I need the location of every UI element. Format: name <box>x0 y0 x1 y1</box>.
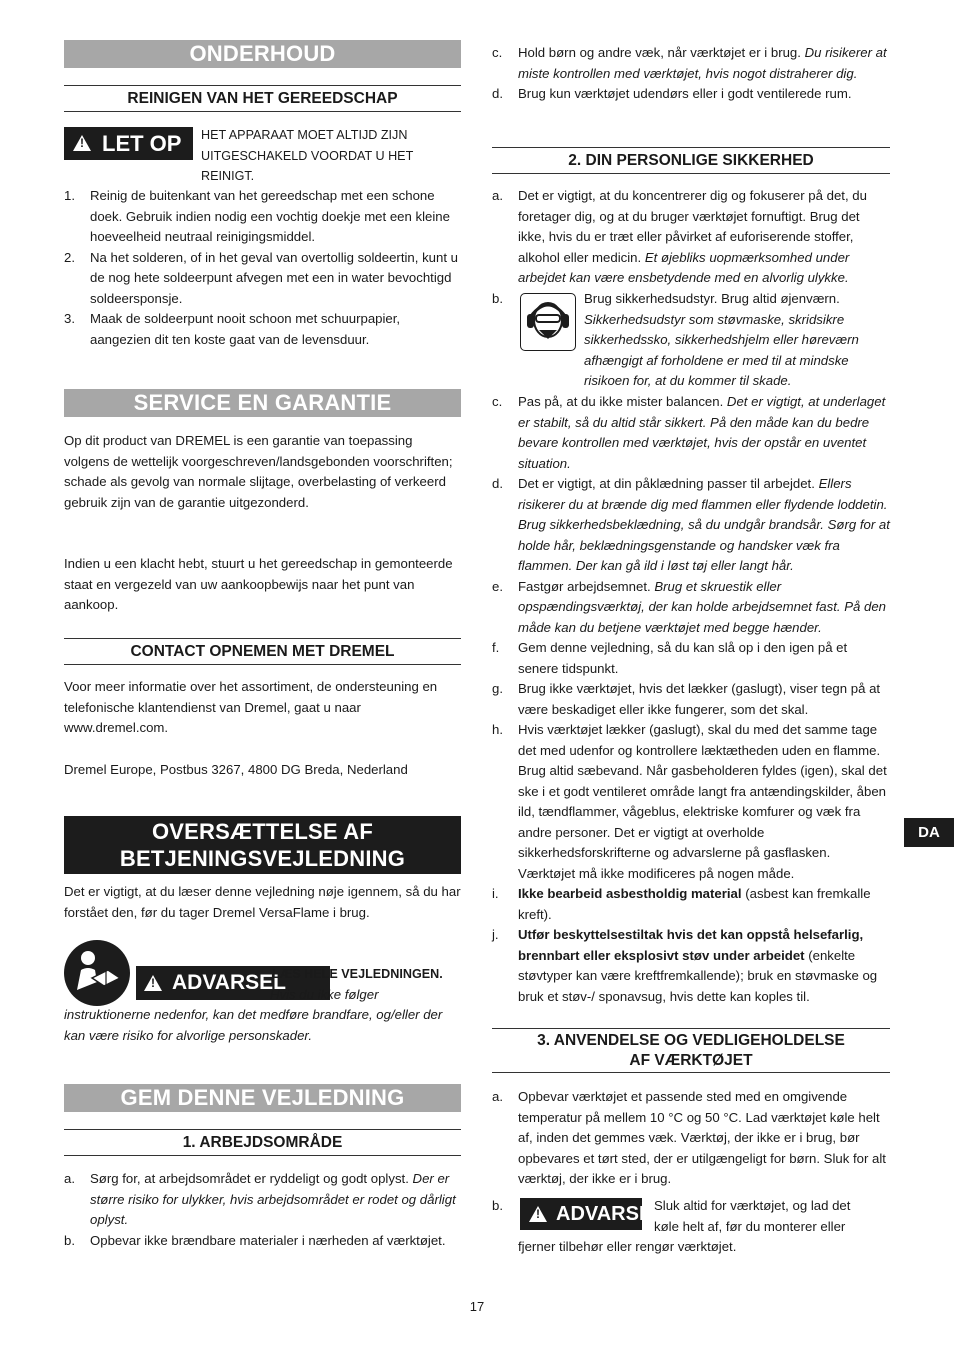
warning-triangle-icon <box>144 975 162 991</box>
list-marker: a. <box>492 1089 503 1104</box>
list-item <box>64 186 461 248</box>
list-text: Na het solderen, of in het geval van overtollig soldeertin, kunt u de nog hete soldeerpunt afvegen met een in water bevochtigd soldeersponsje. <box>90 249 459 306</box>
translation-title-line-2: BETJENINGSVEJLEDNING <box>119 846 406 871</box>
list-marker: b. <box>492 1198 503 1213</box>
list-text: Brug ikke værktøjet, hvis det lækker (gaslugt), viser tegn på at være beskadiget eller ikke fungerer, som det skal. <box>518 681 881 717</box>
list-marker: c. <box>492 45 503 60</box>
list-marker: f. <box>492 640 500 655</box>
page-number: 17 <box>469 1299 485 1314</box>
list-text-bold: Utfør beskyttelsestiltak hvis det kan oppstå helsefarlig, brennbart eller eksplosivt støv under arbeidet <box>518 927 864 963</box>
list-text: Hvis værktøjet lækker (gaslugt), skal du med det samme tage det med udenfor og kontrollere læktætheden uden en flamme. Brug altid sæbevand. Når gasbeholderen fyldes (igen), skal det ske i et godt ventileret område langt fra antændingskilder, åben ild, tændflammer, vågeblus, elektriske komfurer og væk fra andre personer. Det er vigtigt at overholde sikkerhedsforskrifterne og advarslerne på gasflasken. Værktøjet må ikke modificeres på nogen måde. <box>518 722 887 881</box>
list-text-italic: Sikkerhedsudstyr som støvmaske, skridsikre sikkerhedssko, sikkerhedshjelm eller høreværn afhængigt af forholdene er med til at mindske risikoen for, at du kommer til skade. <box>584 311 859 388</box>
use-b-line-1: Sluk altid for værktøjet, og lad det <box>654 1198 851 1213</box>
list-marker: h. <box>492 722 503 737</box>
list-text-italic: Du risikerer at miste kontrollen med værktøjet, hvis nogot distraherer dig. <box>518 45 887 81</box>
list-text-bold: Ikke bearbeid asbestholdig material <box>518 886 742 901</box>
list-text: Sørg for, at arbejdsområdet er ryddeligt og godt oplyst. <box>90 1171 409 1186</box>
advarsel-italic-2: instruktionerne nedenfor, kan det medføre brandfare, og/eller der kan være risiko for alvorlige personskader. <box>64 1007 443 1043</box>
list-text-italic: Der er større risiko for ulykker, hvis arbejdsområdet er rodet og dårligt oplyst. <box>90 1171 456 1227</box>
list-marker: c. <box>492 394 503 409</box>
let-op-text: HET APPARAAT MOET ALTIJD ZIJN UITGESCHAKELD VOORDAT U HET REINIGT. <box>201 128 414 183</box>
list-marker: g. <box>492 681 503 696</box>
list-text: Fastgør arbejdsemnet. <box>518 578 651 594</box>
list-text: Reinig de buitenkant van het gereedschap met een schone doek. Gebruik indien nodig een vochtig doekje met een kleine hoeveelheid neutraal reinigingsmiddel. <box>90 188 450 244</box>
heading-personlige-sikkerhed: 2. DIN PERSONLIGE SIKKERHED <box>492 147 890 174</box>
heading-anvendelse <box>492 1028 890 1073</box>
list-text: Opbevar ikke brændbare materialer i nærheden af værktøjet. <box>90 1232 446 1248</box>
reinigen-list <box>64 186 461 350</box>
list-item <box>492 186 890 289</box>
list-text: Hold børn og andre væk, når værktøjet er i brug. <box>518 45 801 60</box>
service-paragraph-1: Op dit product van DREMEL is een garantie van toepassing volgens de wettelijk voorgeschreven/landsgebonden voorschriften; schade als gevolg van normale slijtage, overbelasting of verkeerd gebruik zijn van de garantie uitgezonderd. <box>64 433 453 510</box>
section-title-service: SERVICE EN GARANTIE <box>64 389 461 417</box>
section-title-onderhoud: ONDERHOUD <box>64 40 461 68</box>
let-op-label: LET OP <box>102 131 182 156</box>
list-marker: 3. <box>64 311 75 326</box>
arbejd-list-cont <box>492 43 890 105</box>
use-list-a <box>492 1087 890 1190</box>
list-item <box>492 577 890 639</box>
list-marker: i. <box>492 886 499 901</box>
list-text-italic: Brug et skruestik eller opspændingsværktøj, der kan holde arbejdsemnet fast. På den måde kan du betjene værktøjet med begge hænder. <box>518 578 886 635</box>
list-item <box>64 248 461 310</box>
heading-contact: CONTACT OPNEMEN MET DREMEL <box>64 638 461 665</box>
arbejd-list <box>64 1169 461 1251</box>
list-text: Pas på, at du ikke mister balancen. <box>518 394 724 409</box>
protective-equipment-icon <box>520 293 576 351</box>
contact-paragraph-2: Dremel Europe, Postbus 3267, 4800 DG Breda, Nederland <box>64 762 408 777</box>
list-item <box>492 638 890 679</box>
list-text: Opbevar værktøjet et passende sted med en omgivende temperatur på mellem 10 °C og 50 °C. Lad værktøjet køle helt af, inden det gemmes væk. Værktøj, der ikke er i brug, bør opbevares et tørt sted, der er utilgængeligt for børn. Sluk for alt værktøj, der ikke er i brug. <box>518 1089 886 1186</box>
list-marker: d. <box>492 476 503 491</box>
list-text: Gem denne vejledning, så du kan slå op i den igen på et senere tidspunkt. <box>518 640 848 676</box>
list-text-italic: Det er vigtigt, at underlaget er stabilt, så du altid står sikkert. På den måde kan du bedre bevare kontrollen med værktøjet, hvis der opstår en uventet situation. <box>518 394 886 471</box>
advarsel-label: ADVARSEL <box>556 1203 665 1225</box>
list-text: Det er vigtigt, at du koncentrerer dig og fokuserer på det, du foretager dig, og at du bruger værktøjet fornuftigt. Brug det ikke, hvis du er træt eller påvirket af euforiserende stoffer, alkohol eller medicin. <box>518 188 867 265</box>
list-text: (asbest kan fremkalle kreft). <box>518 886 871 922</box>
advarsel-bold-text: LÆS HELE VEJLEDNINGEN. <box>272 967 443 981</box>
list-text: Det er vigtigt, at din påklædning passer til arbejdet. <box>518 476 815 491</box>
list-marker: b. <box>64 1232 75 1248</box>
list-item <box>492 43 890 84</box>
list-item <box>64 1231 461 1252</box>
advarsel-label: ADVARSEL <box>172 971 286 994</box>
list-text-italic: Ellers risikerer du at brænde dig med flammen eller flydende loddetin. Brug sikkerhedsbeklædning, så du undgår brandsår. Sørg for at holde hår, beklædningsgenstande og handsker væk fra flammen. Der kan gå ild i løst tøj eller langt hår. <box>518 476 890 573</box>
use-b-line-2: køle helt af, før du monterer eller <box>654 1218 846 1234</box>
list-marker: a. <box>492 188 503 203</box>
language-tab: DA <box>904 818 954 847</box>
advarsel-italic-1: Hvis du ikke følger <box>270 987 379 1002</box>
translation-title-line-1: OVERSÆTTELSE AF <box>152 819 373 844</box>
use-b-line-3: fjerner tilbehør eller rengør værktøjet. <box>518 1239 737 1254</box>
list-item <box>492 679 890 720</box>
use-b-text <box>654 1196 890 1237</box>
read-manual-icon <box>64 940 130 1006</box>
list-item <box>492 392 890 474</box>
list-marker: d. <box>492 86 503 101</box>
list-marker: a. <box>64 1171 75 1186</box>
warning-triangle-icon <box>73 135 91 151</box>
section-title-translation <box>64 816 461 874</box>
personal-list-c-j <box>492 392 890 1007</box>
list-marker: e. <box>492 578 503 594</box>
personal-list-a <box>492 186 890 289</box>
warning-triangle-icon <box>529 1206 547 1222</box>
heading-anvendelse-line-1: 3. ANVENDELSE OG VEDLIGEHOLDELSE <box>537 1032 845 1049</box>
list-item <box>492 84 890 105</box>
list-item <box>492 884 890 925</box>
service-paragraph-2: Indien u een klacht hebt, stuurt u het gereedschap in gemonteerde staat en vergezeld van uw aankoopbewijs naar het punt van aankoop. <box>64 556 453 612</box>
list-text-italic: Et øjebliks uopmærksomhed under arbejdet kan være ensbetydende med en alvorlig ulykke. <box>518 249 850 285</box>
list-marker: 2. <box>64 249 75 265</box>
translation-intro: Det er vigtigt, at du læser denne vejledning nøje igennem, så du har forstået den, før du tager Dremel VersaFlame i brug. <box>64 884 461 920</box>
heading-anvendelse-line-2: AF VÆRKTØJET <box>629 1052 753 1069</box>
let-op-label-box <box>64 127 193 160</box>
list-text: Maak de soldeerpunt nooit schoon met schuurpapier, aangezien dit ten koste gaat van de levensduur. <box>90 311 401 347</box>
section-title-gem: GEM DENNE VEJLEDNING <box>64 1084 461 1112</box>
list-item <box>64 309 461 350</box>
list-item <box>492 1087 890 1190</box>
list-marker: j. <box>492 927 499 942</box>
advarsel-label-box-2 <box>520 1198 665 1230</box>
list-marker: b. <box>492 291 503 306</box>
heading-reinigen: REINIGEN VAN HET GEREEDSCHAP <box>64 85 461 112</box>
list-text: Brug kun værktøjet udendørs eller i godt ventilerede rum. <box>518 86 852 101</box>
list-item <box>492 474 890 577</box>
list-item <box>492 720 890 884</box>
contact-paragraph-1: Voor meer informatie over het assortiment, de ondersteuning en telefonische klantendienst van Dremel, gaat u naar www.dremel.com. <box>64 679 438 735</box>
personal-b-text <box>584 289 890 392</box>
list-text: Brug sikkerhedsudstyr. Brug altid øjenværn. <box>584 291 840 306</box>
heading-arbejdsomraade: 1. ARBEJDSOMRÅDE <box>64 1129 461 1156</box>
list-text: (enkelte støvtyper kan være kreftfremkallende); bruk en støvmaske og bruk et støv-/ sponavsug, hvis dette kan koples til. <box>518 947 878 1004</box>
list-item <box>492 925 890 1007</box>
list-item <box>64 1169 461 1231</box>
list-marker: 1. <box>64 188 75 203</box>
